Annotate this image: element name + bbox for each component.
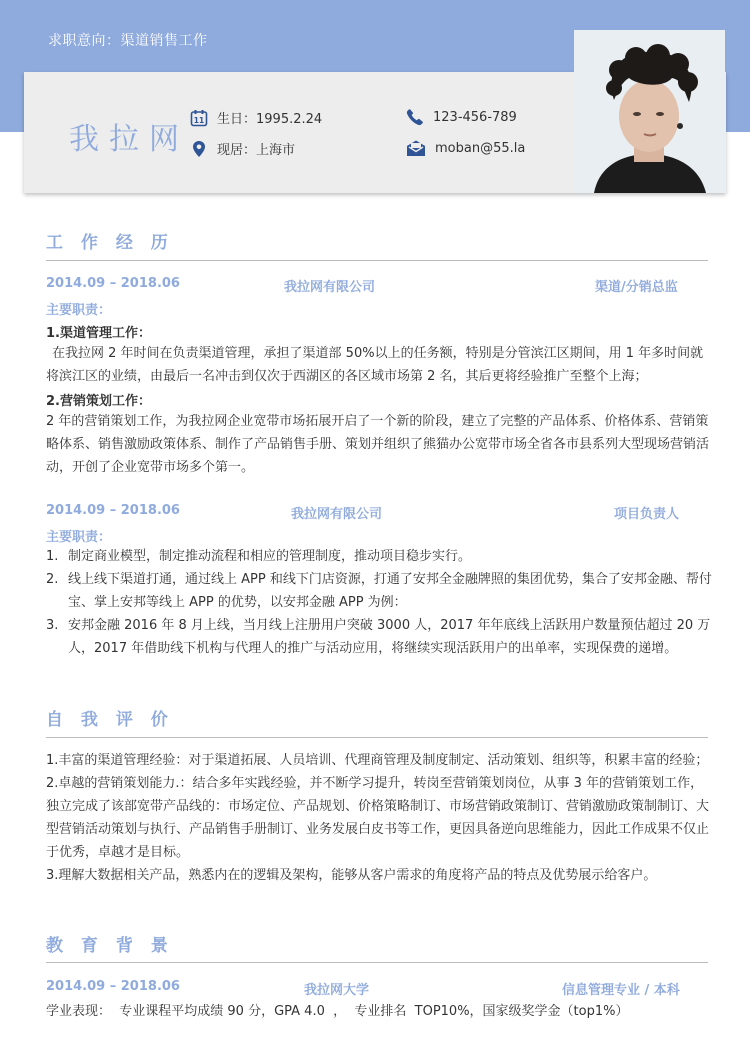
work1-text1: 在我拉网 2 年时间在负责渠道管理，承担了渠道部 50%以上的任务额，特别是分管滨江区期间，用 1 年多时间就将滨江区的业绩，由最后一名冲击到仅次于西湖区的各区域市场第 2 名，其后更将经验推广至整个上海；	[46, 346, 704, 384]
work2-item-3-text: 安邦金融 2016 年 8 月上线，当月线上注册用户突破 3000 人，2017 年年底线上活跃用户数量预估超过 20 万人，2017 年借助线下机构与代理人的推广与活动应用，将继续实现活跃用户的出单率，实现保费的递增。	[68, 618, 711, 656]
work2-position: 项目负责人	[614, 507, 680, 522]
section-divider-self	[46, 737, 708, 738]
phone-text: 123-456-789	[433, 109, 517, 125]
self-eval-3: 3.理解大数据相关产品，熟悉内在的逻辑及架构，能够从客户需求的角度将产品的特点及优势展示给客户。	[46, 868, 657, 883]
mail-icon	[406, 139, 426, 157]
candidate-name: 我拉网	[69, 122, 189, 157]
email-info	[406, 139, 525, 157]
edu-major: 信息管理专业 / 本科	[562, 983, 680, 998]
self-eval-2: 2.卓越的营销策划能力.：结合多年实践经验，并不断学习提升，转岗至营销策划岗位，从事 3 年的营销策划工作，独立完成了该部宽带产品线的：市场定位、产品规划、价格策略制订、市场营销政策制订、营销激励政策制制订、大型营销活动策划与执行、产品销售手册制订、业务发展白皮书等工作，更因具备逆向思维能力，因此工作成果不仅止于优秀，卓越才是目标。	[46, 776, 710, 860]
profile-photo	[574, 30, 725, 193]
edu-school: 我拉网大学	[304, 983, 370, 998]
work2-item-1	[46, 545, 714, 568]
location-text: 现居：上海市	[217, 143, 296, 158]
work2-item-2-text: 线上线下渠道打通，通过线上 APP 和线下门店资源，打通了安邦全金融牌照的集团优势，集合了安邦金融、帮付宝、掌上安邦等线上 APP 的优势，以安邦金融 APP 为例：	[68, 572, 712, 610]
self-eval-1: 1.丰富的渠道管理经验：对于渠道拓展、人员培训、代理商管理及制度制定、活动策划、组织等，积累丰富的经验；	[46, 753, 709, 768]
work2-duty-label: 主要职责：	[46, 530, 112, 545]
job-objective: 求职意向：渠道销售工作	[48, 33, 208, 49]
section-title-work: 工 作 经 历	[46, 233, 174, 253]
email-text: moban@55.la	[435, 140, 526, 156]
location-pin-icon	[190, 140, 208, 158]
calendar-icon	[190, 109, 208, 127]
work2-date: 2014.09 – 2018.06	[46, 503, 180, 518]
birth-text: 生日：1995.2.24	[217, 112, 323, 127]
work1-company: 我拉网有限公司	[284, 280, 376, 295]
birth-info	[190, 108, 322, 127]
work2-item-2-num: 2.	[46, 572, 59, 587]
section-title-edu: 教 育 背 景	[46, 936, 174, 956]
svg-text:11: 11	[193, 115, 205, 125]
location-info	[190, 139, 295, 158]
work1-position: 渠道/分销总监	[595, 280, 678, 295]
work1-date: 2014.09 – 2018.06	[46, 276, 180, 291]
work1-text2: 2 年的营销策划工作，为我拉网企业宽带市场拓展开启了一个新的阶段，建立了完整的产品体系、价格体系、营销策略体系、销售激励政策体系、制作了产品销售手册、策划并组织了熊猫办公宽带市场全省各市县系列大型现场营销活动，开创了企业宽带市场多个第一。	[46, 414, 710, 475]
phone-info	[406, 108, 517, 126]
work2-item-3-num: 3.	[46, 618, 59, 633]
work2-company: 我拉网有限公司	[291, 507, 383, 522]
edu-date: 2014.09 – 2018.06	[46, 979, 180, 994]
work2-item-1-num: 1.	[46, 549, 59, 564]
work2-item-3	[46, 614, 714, 660]
work2-item-2	[46, 568, 714, 614]
edu-performance: 学业表现： 专业课程平均成绩 90 分，GPA 4.0 ， 专业排名 TOP10%，国家级奖学金（top1%）	[46, 1004, 629, 1019]
section-divider-edu	[46, 962, 708, 963]
phone-icon	[406, 108, 424, 126]
section-divider-work	[46, 260, 708, 261]
section-title-self: 自 我 评 价	[46, 710, 174, 730]
work1-heading2: 2.营销策划工作：	[46, 394, 151, 409]
work2-item-1-text: 制定商业模型，制定推动流程和相应的管理制度，推动项目稳步实行。	[68, 549, 472, 564]
work1-duty-label: 主要职责：	[46, 303, 112, 318]
work1-heading1: 1.渠道管理工作：	[46, 326, 151, 341]
